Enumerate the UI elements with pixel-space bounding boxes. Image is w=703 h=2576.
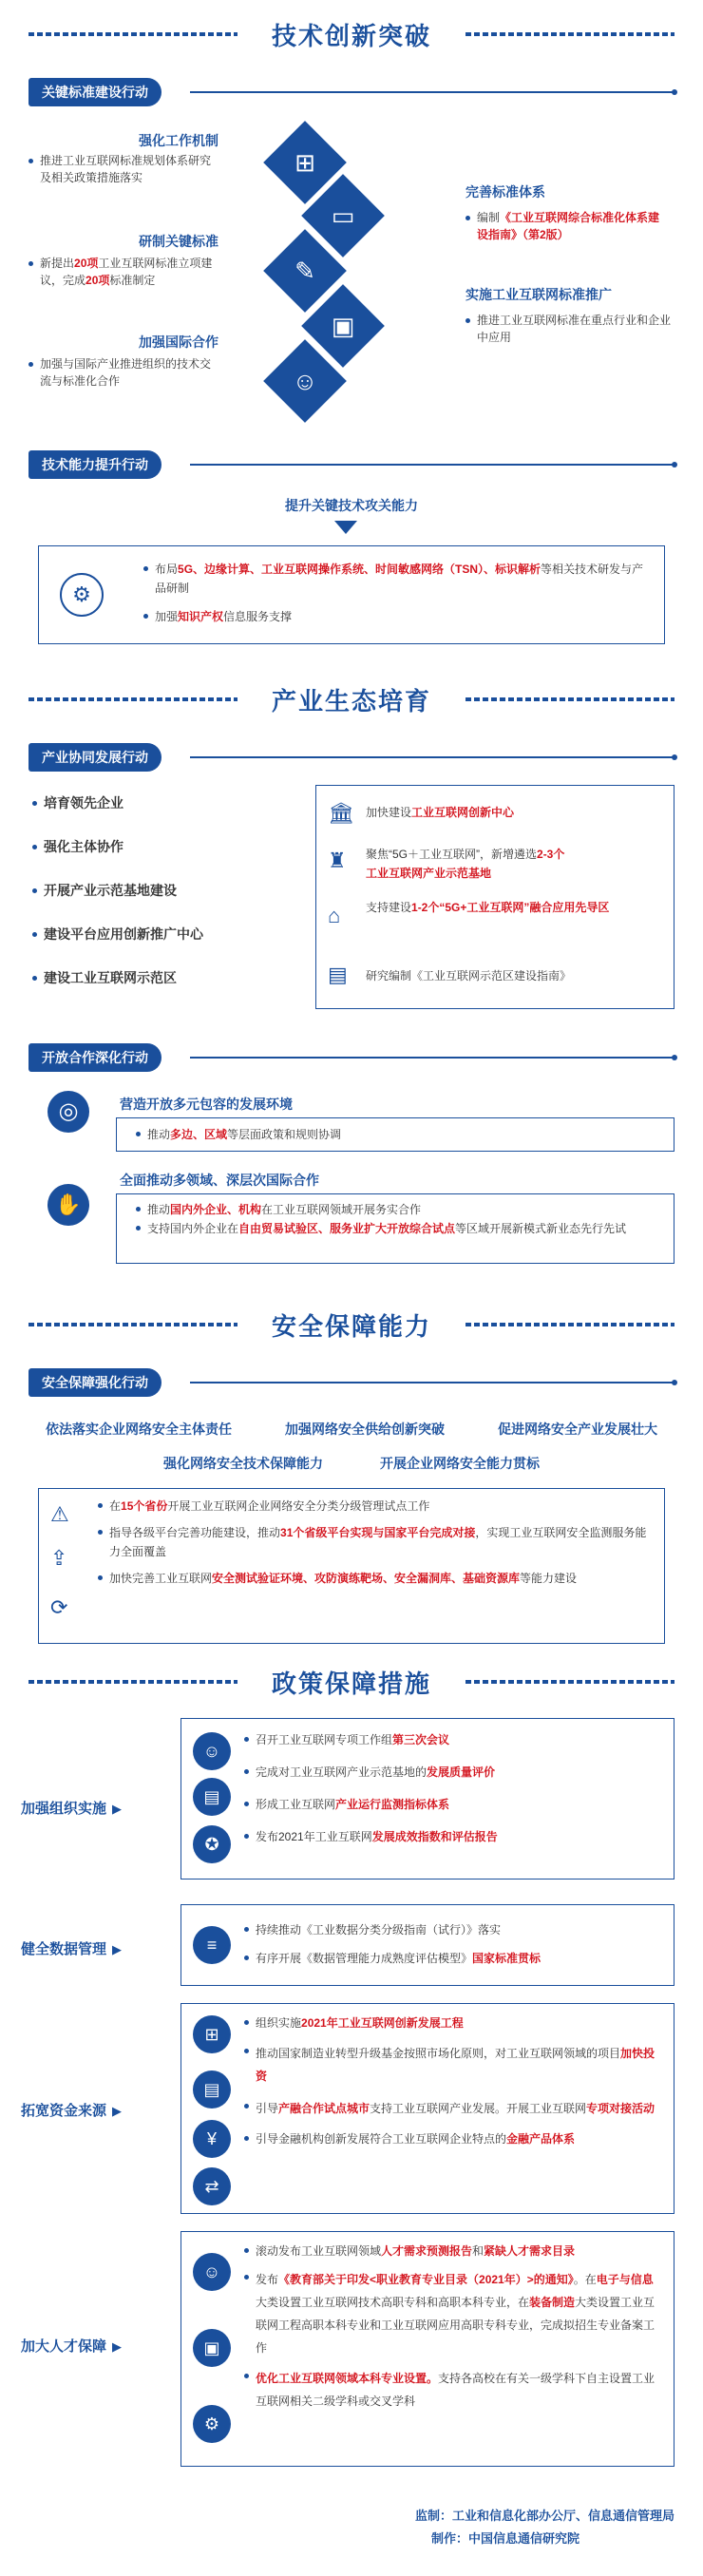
list-item: 建设平台应用创新推广中心 bbox=[32, 925, 308, 943]
group-funding: ⊞ ▤ ¥ ⇄ 组织实施2021年工业互联网创新发展工程 推动国家制造业转型升级基金按照市场化原则，对工业互联网领域的项目加快投资 引导产融合作试点城市支持工业互联网产业发展。开展工业互联网专项对接活动 引导金融机构创新发展符合工业互联网企业特点的金融产品体系 bbox=[180, 2003, 674, 2214]
bullet: 加强与国际产业推进组织的技术交流与标准化合作 bbox=[28, 355, 218, 390]
section-title: 技术创新突破 bbox=[271, 22, 431, 50]
laptop-icon: ▣ bbox=[331, 311, 355, 340]
yen-icon: ¥ bbox=[193, 2120, 231, 2158]
section-title: 产业生态培育 bbox=[271, 687, 431, 716]
factory-icon: ⌂ bbox=[328, 904, 341, 927]
text: 标准制定 bbox=[109, 274, 156, 287]
tag-security: 安全保障强化行动 bbox=[28, 1368, 162, 1397]
section-header-ecology bbox=[0, 678, 703, 718]
collab-list bbox=[32, 794, 308, 986]
org-chart-icon: ⊞ bbox=[294, 147, 315, 177]
item-key-standards bbox=[28, 232, 218, 251]
item-intl-coop bbox=[28, 333, 218, 352]
text: 编制 bbox=[477, 211, 501, 224]
book-icon: ▣ bbox=[193, 2329, 231, 2367]
collab-text: 支持建设1-2个“5G+工业互联网”融合应用先导区 bbox=[366, 901, 610, 914]
footer: 监制：工业和信息化部办公厅、信息通信管理局 制作：中国信息通信研究院 bbox=[414, 2509, 674, 2546]
list-item: 强化主体协作 bbox=[32, 838, 308, 855]
item-text bbox=[28, 255, 218, 289]
highlight: 5G、边缘计算、工业互联网操作系统、时间敏感网络（TSN）、标识解析 bbox=[178, 563, 542, 576]
settings-icon: ⚙ bbox=[193, 2405, 231, 2443]
bullet: 推进工业互联网标准规划体系研究及相关政策措施落实 bbox=[28, 152, 218, 186]
tag-key-standards: 关键标准建设行动 bbox=[28, 78, 162, 106]
collab-text: 加快建设工业互联网创新中心 bbox=[366, 806, 515, 819]
tower-icon: ♜ bbox=[328, 849, 347, 872]
document-icon: ▤ bbox=[328, 963, 348, 986]
people-icon: ☺ bbox=[292, 366, 318, 395]
item-improve-system bbox=[466, 182, 665, 243]
map-icon: ✪ bbox=[193, 1825, 231, 1863]
capability-box bbox=[38, 545, 665, 644]
section-header-tech bbox=[0, 13, 703, 53]
capability-title: 提升关键技术攻关能力 bbox=[285, 498, 418, 513]
collab-text: 研究编制《工业互联网示范区建设指南》 bbox=[366, 969, 572, 983]
tag-tech-capability: 技术能力提升行动 bbox=[28, 450, 162, 479]
text: 工业互联网标准立项建议，完成 bbox=[40, 257, 213, 287]
chart-icon: ▤ bbox=[193, 1778, 231, 1816]
divider bbox=[190, 756, 674, 758]
security-box: ⚠ ⇪ ⟳ 在15个省份开展工业互联网企业网络安全分类分级管理试点工作 指导各级平台完善功能建设，推动31个省级平台实现与国家平台完成对接，实现工业互联网安全监测服务能力全面覆盖 加快完善工业互联网安全测试验证环境、攻防演练靶场、安全漏洞库、基础资源库等能力建设 bbox=[38, 1488, 665, 1644]
list-item: 培育领先企业 bbox=[32, 794, 308, 811]
bullet: 推进工业互联网标准在重点行业和企业中应用 bbox=[466, 312, 674, 346]
refresh-icon: ⟳ bbox=[50, 1595, 68, 1619]
handshake-icon: ✋ bbox=[48, 1184, 89, 1226]
divider bbox=[190, 464, 674, 466]
highlight: 20项 bbox=[74, 257, 99, 270]
upload-icon: ⇪ bbox=[50, 1546, 68, 1570]
divider bbox=[190, 1382, 674, 1383]
group-talent: ☺ ▣ ⚙ 滚动发布工业互联网领域人才需求预测报告和紧缺人才需求目录 发布《教育部关于印发<职业教育专业目录（2021年）>的通知》。在电子与信息大类设置工业互联网技术高职专科和高职本科专业，在装备制造大类设置工业互联网工程高职本科专业和工业互联网应用高职专科专业，完成拟招生专业备案工作 优化工业互联网领域本科专业设置。支持各高校在有关一级学科下自主设置工业互联网相关二级学科或交叉学科 bbox=[180, 2231, 674, 2467]
capability-items bbox=[143, 560, 647, 626]
collab-text: 聚焦“5G＋工业互联网”，新增遴选2-3个 工业互联网产业示范基地 bbox=[366, 848, 565, 880]
item-text bbox=[28, 355, 218, 390]
grid-icon: ⊞ bbox=[193, 2015, 231, 2053]
item-text bbox=[28, 152, 218, 186]
divider bbox=[190, 1057, 674, 1059]
tag-open-coop: 开放合作深化行动 bbox=[28, 1043, 162, 1072]
heading: 加强国际合作 bbox=[139, 334, 218, 350]
writing-person-icon: ✎ bbox=[294, 256, 315, 285]
warning-icon: ⚠ bbox=[50, 1502, 69, 1526]
section-title: 政策保障措施 bbox=[271, 1670, 431, 1698]
open2-box: 推动国内外企业、机构在工业互联网领域开展务实合作 支持国内外企业在自由贸易试验区、服务业扩大开放综合试点等区域开展新模式新业态先行先试 bbox=[116, 1193, 674, 1264]
security-goals-row1: 依法落实企业网络安全主体责任 加强网络安全供给创新突破 促进网络安全产业发展壮大 bbox=[46, 1422, 657, 1437]
section-header-security bbox=[0, 1304, 703, 1344]
filter-icon: ≡ bbox=[193, 1926, 231, 1964]
heading: 全面推动多领域、深层次国际合作 bbox=[120, 1173, 319, 1188]
globe-hand-icon: ◎ bbox=[48, 1091, 89, 1133]
group-data: ≡ 持续推动《工业数据分类分级指南（试行）》落实 有序开展《数据管理能力成熟度评估模型》国家标准贯标 bbox=[180, 1904, 674, 1986]
text: 新提出 bbox=[40, 257, 75, 270]
heading: 实施工业互联网标准推广 bbox=[466, 287, 612, 302]
label-talent: 加大人才保障 ▶ bbox=[21, 2336, 163, 2356]
list-item: 建设工业互联网示范区 bbox=[32, 969, 308, 986]
open1-box: 推动多边、区域等层面政策和规则协调 bbox=[116, 1117, 674, 1152]
label-org: 加强组织实施 ▶ bbox=[21, 1798, 163, 1818]
highlight: 知识产权 bbox=[178, 610, 224, 623]
highlight: 20项 bbox=[86, 274, 110, 287]
heading: 强化工作机制 bbox=[139, 133, 218, 148]
document-icon: ▤ bbox=[193, 2070, 231, 2109]
text: 布局 bbox=[155, 563, 179, 576]
text: 信息服务支撑 bbox=[223, 610, 293, 623]
list-item: 开展产业示范基地建设 bbox=[32, 882, 308, 899]
group-org: ☺ ▤ ✪ 召开工业互联网专项工作组第三次会议 完成对工业互联网产业示范基地的发展质量评价 形成工业互联网产业运行监测指标体系 发布2021年工业互联网发展成效指数和评估报告 bbox=[180, 1718, 674, 1880]
collab-box bbox=[315, 785, 674, 1009]
item-standard-promotion bbox=[466, 285, 674, 346]
highlight: 《工业互联网综合标准化体系建设指南》（第2版） bbox=[477, 211, 660, 241]
down-arrow-icon bbox=[334, 521, 357, 534]
team-icon: ☺ bbox=[193, 1732, 231, 1770]
monitor-icon: ▭ bbox=[331, 200, 355, 230]
heading: 营造开放多元包容的发展环境 bbox=[120, 1097, 293, 1112]
section-title: 安全保障能力 bbox=[271, 1312, 431, 1341]
text: 等相关技术研发与产品研制 bbox=[155, 563, 644, 595]
network-icon: ⚙ bbox=[60, 573, 104, 617]
divider bbox=[190, 91, 674, 93]
text: 加强 bbox=[155, 610, 179, 623]
section-header-policy bbox=[0, 1661, 703, 1701]
heading: 完善标准体系 bbox=[466, 184, 545, 200]
label-funding: 拓宽资金来源 ▶ bbox=[21, 2100, 163, 2120]
building-icon: 🏛 bbox=[328, 801, 354, 825]
transfer-icon: ⇄ bbox=[193, 2167, 231, 2205]
people-icon: ☺ bbox=[193, 2253, 231, 2291]
heading: 研制关键标准 bbox=[139, 234, 218, 249]
tag-industry-collab: 产业协同发展行动 bbox=[28, 743, 162, 772]
label-data: 健全数据管理 ▶ bbox=[21, 1938, 163, 1958]
item-work-mechanism bbox=[28, 131, 218, 150]
security-goals-row2: 强化网络安全技术保障能力 开展企业网络安全能力贯标 bbox=[163, 1456, 540, 1471]
